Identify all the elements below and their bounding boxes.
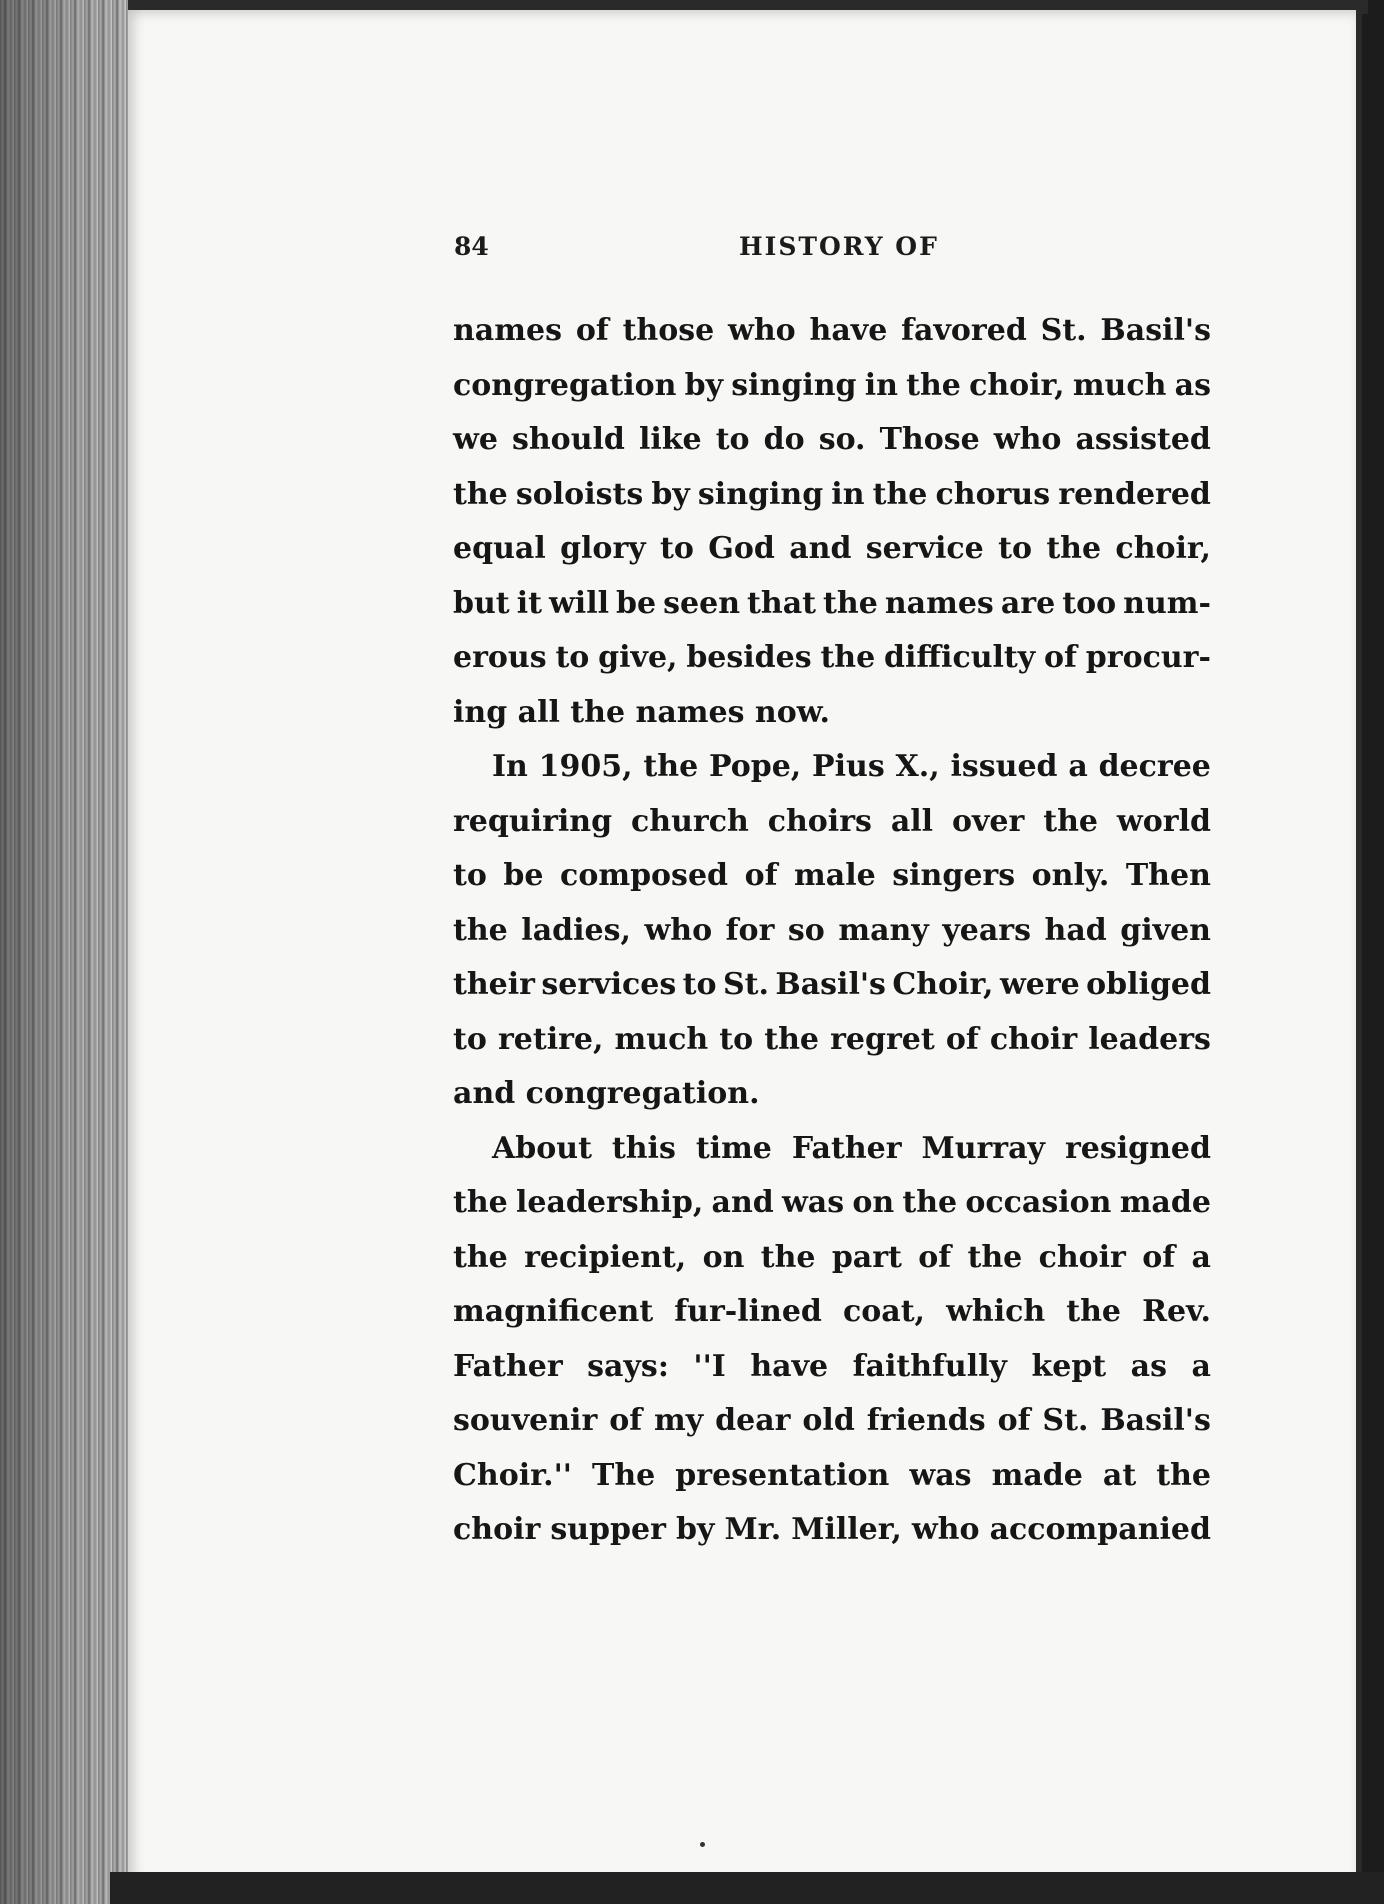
text-line: their services to St. Basil's Choir, were obliged [453, 967, 1211, 1002]
text-line: the leadership, and was on the occasion made [453, 1185, 1211, 1220]
text-line: Choir.'' The presentation was made at the [453, 1457, 1211, 1493]
text-line: the recipient, on the part of the choir of a [453, 1239, 1211, 1275]
text-line: equal glory to God and service to the choir, [453, 531, 1211, 566]
scan-bottom-border [110, 1872, 1384, 1904]
text-line: In 1905, the Pope, Pius X., issued a decree [492, 749, 1211, 784]
paper-speck [700, 1842, 705, 1847]
text-line: About this time Father Murray resigned [492, 1130, 1211, 1166]
text-line: erous to give, besides the difficulty of procur- [453, 640, 1211, 675]
text-line: the soloists by singing in the chorus rendered [453, 476, 1211, 512]
running-title: HISTORY OF [739, 232, 939, 261]
text-line: and congregation. [453, 1076, 760, 1111]
body-text [453, 304, 1211, 1558]
text-line: Father says: ''I have faithfully kept as a [453, 1348, 1211, 1384]
text-line: to be composed of male singers only. Then [453, 858, 1211, 893]
text-line: the ladies, who for so many years had given [453, 912, 1211, 948]
text-line: congregation by singing in the choir, much as [453, 367, 1211, 403]
text-line: souvenir of my dear old friends of St. Basil's [453, 1403, 1211, 1438]
text-line: names of those who have favored St. Basil's [453, 313, 1211, 348]
text-line: ing all the names now. [453, 694, 830, 730]
text-line: requiring church choirs all over the world [453, 803, 1211, 839]
text-line: we should like to do so. Those who assisted [453, 422, 1211, 457]
text-line: but it will be seen that the names are too num- [453, 585, 1211, 621]
text-line: magnificent fur-lined coat, which the Rev. [453, 1294, 1211, 1329]
running-head [454, 228, 1214, 268]
text-line: choir supper by Mr. Miller, who accompanied [453, 1512, 1211, 1547]
page-number: 84 [454, 232, 489, 261]
text-line: to retire, much to the regret of choir leaders [453, 1021, 1211, 1057]
